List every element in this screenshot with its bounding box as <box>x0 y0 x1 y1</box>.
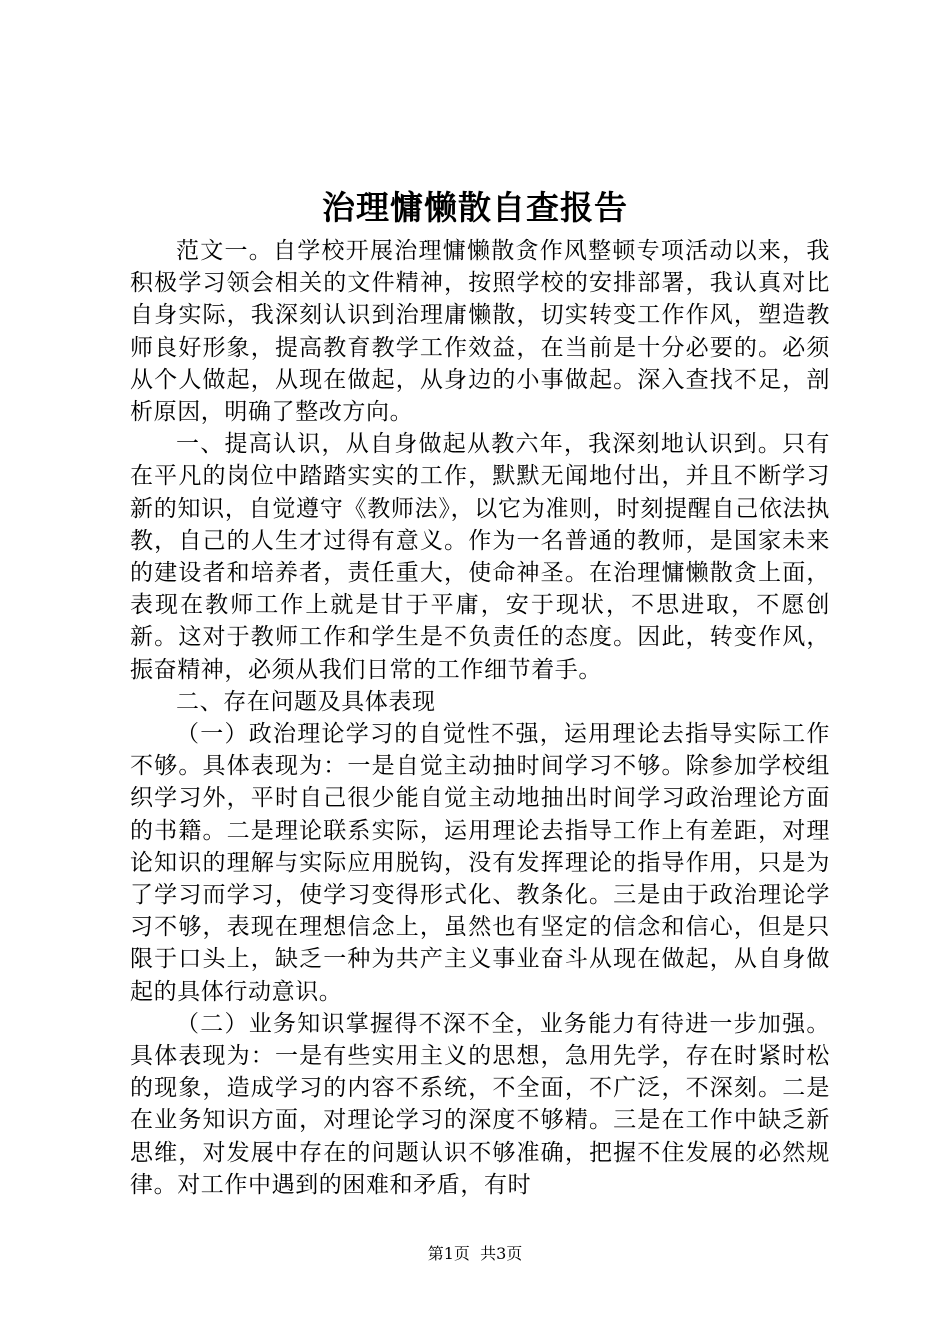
page-footer <box>0 1244 950 1264</box>
paragraph-intro: 范文一。自学校开展治理慵懒散贪作风整顿专项活动以来，我积极学习领会相关的文件精神，按照学校的安排部署，我认真对比自身实际，我深刻认识到治理庸懒散，切实转变工作作风，塑造教师良好形象，提高教育教学工作效益，在当前是十分必要的。必须从个人做起，从现在做起，从身边的小事做起。深入查找不足，剖析原因，明确了整改方向。 <box>130 238 830 426</box>
paragraph-section-two-heading: 二、存在问题及具体表现 <box>176 688 436 715</box>
paragraph-section-one: 一、提高认识，从自身做起从教六年，我深刻地认识到。只有在平凡的岗位中踏踏实实的工作，默默无闻地付出，并且不断学习新的知识，自觉遵守《教师法》，以它为准则，时刻提醒自己依法执教，自己的人生才过得有意义。作为一名普通的教师，是国家未来的建设者和培养者，责任重大，使命神圣。在治理慵懒散贪上面，表现在教师工作上就是甘于平庸，安于现状，不思进取，不愿创新。这对于教师工作和学生是不负责任的态度。因此，转变作风，振奋精神，必须从我们日常的工作细节着手。 <box>130 431 830 683</box>
page-total: 共3页 <box>480 1244 523 1263</box>
footer-separator <box>470 1244 480 1263</box>
page-number: 第1页 <box>427 1244 470 1263</box>
document-body <box>130 235 830 1201</box>
document-title: 治理慵懒散自查报告 <box>322 188 628 227</box>
paragraph-issue-one: （一）政治理论学习的自觉性不强，运用理论去指导实际工作不够。具体表现为：一是自觉主动抽时间学习不够。除参加学校组织学习外，平时自己很少能自觉主动地抽出时间学习政治理论方面的书籍。二是理论联系实际，运用理论去指导工作上有差距，对理论知识的理解与实际应用脱钩，没有发挥理论的指导作用，只是为了学习而学习，使学习变得形式化、教条化。三是由于政治理论学习不够，表现在理想信念上，虽然也有坚定的信念和信心，但是只限于口头上，缺乏一种为共产主义事业奋斗从现在做起，从自身做起的具体行动意识。 <box>130 721 830 1005</box>
paragraph-issue-two: （二）业务知识掌握得不深不全，业务能力有待进一步加强。具体表现为：一是有些实用主义的思想，急用先学，存在时紧时松的现象，造成学习的内容不系统，不全面，不广泛，不深刻。二是在业务知识方面，对理论学习的深度不够精。三是在工作中缺乏新思维，对发展中存在的问题认识不够准确，把握不住发展的必然规律。对工作中遇到的困难和矛盾，有时 <box>130 1010 830 1198</box>
